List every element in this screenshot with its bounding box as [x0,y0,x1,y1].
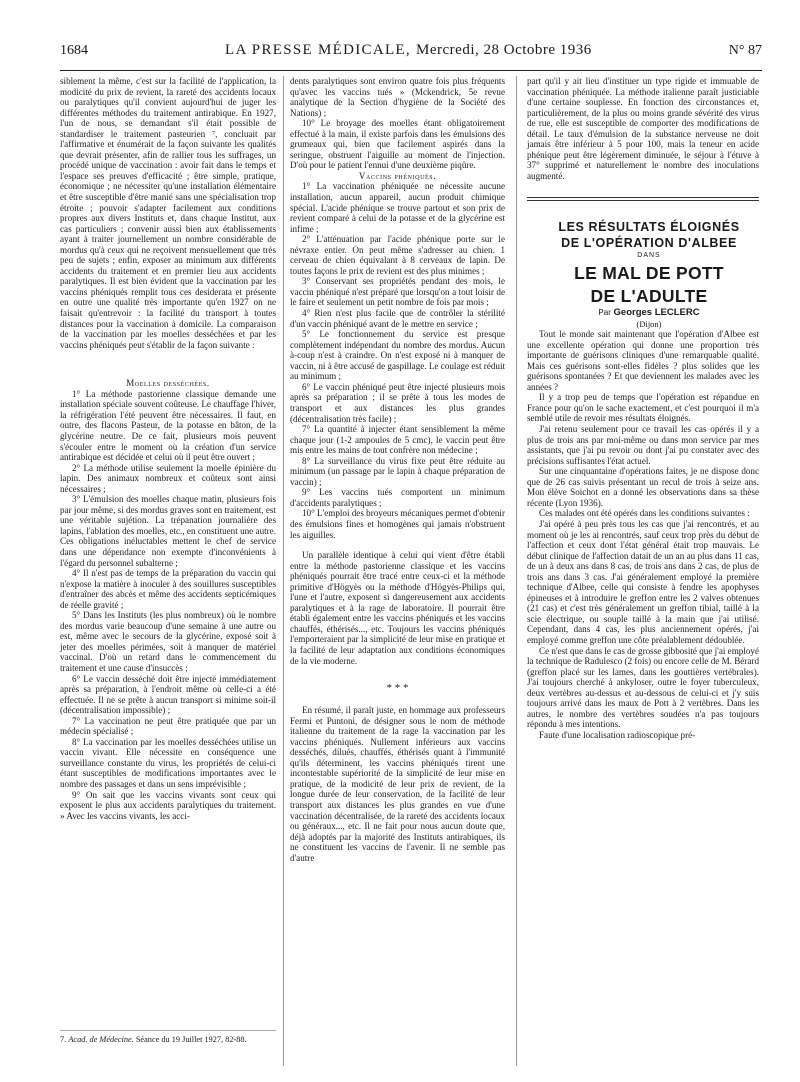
list-item: 6° Le vaccin desséché doit être injecté immédiatement après sa préparation, à l'endroit même où celle-ci a été effectuée. Il ne se prête à aucun transport si minime soit-il (décentralisation impossible) ; [60,673,276,716]
list-item: 4° Il n'est pas de temps de la préparation du vaccin qui n'expose la matière à inoculer à des souillures susceptibles d'entraîner des abcès et même des accidents septicémiques de réelle gravité ; [60,568,276,610]
article-byline [527,308,759,319]
column-1 [60,76,276,821]
list-item: 2° L'atténuation par l'acide phénique porte sur le névraxe entier. On peut même s'adresser au chien. 1 cerveau de chien équivalant à 8 cerveaux de lapin. De toutes façons le prix de revient est des plus minimes ; [290,234,505,276]
column-2 [290,76,505,863]
list-item: 7° La quantité à injecter étant sensiblement la même chaque jour (1-2 ampoules de 5 cmc), le vaccin peut être mis entre les mains de tout confrère non médecine ; [290,424,505,456]
column-divider [283,76,284,1066]
list-item: 9° Les vaccins tués comportent un minimum d'accidents paralytiques ; [290,487,505,508]
article-divider [527,197,759,201]
paragraph: Tout le monde sait maintenant que l'opération d'Albee est une excellente opération qui donne une proportion très importante de guérisons cliniques d'une remarquable qualité. Mais ces guérisons sont-elles fidèles ? plus solides que les guérisons spontanées ? Et que deviennent les malades avec les années ? [527,329,759,392]
list-item: 1° La vaccination phéniquée ne nécessite aucune installation, aucun appareil, aucun produit chimique spécial. L'acide phénique se trouve partout et son prix de revient comparé à celui de la potasse et de la glycérine est infime ; [290,181,505,234]
paragraph: part qu'il y ait lieu d'instituer un type rigide et immuable de vaccination phéniquée. La méthode italienne paraît justiciable d'une certaine souplesse. En fonction des circonstances et, particulièrement, de la plus ou moins grande sévérité des virus de rue, elle est susceptible de comporter des modifications de détail. Le taux d'émulsion de la substance nerveuse ne doit jamais être inférieur à 5 pour 100, mais la teneur en acide phénique peut être légèrement diminuée, le séjour à l'étuve à 37° supprimé et naturellement le nombre des inoculations augmenté. [527,76,759,181]
list-item: 7° La vaccination ne peut être pratiquée que par un médecin spécialisé ; [60,715,276,737]
column-divider [516,76,517,1066]
list-item: 3° Conservant ses propriétés pendant des mois, le vaccin phéniqué n'est préparé que lorsqu'on a tout loisir de le faire et seulement un petit nombre de fois par mois ; [290,276,505,308]
issue-date: Mercredi, 28 Octobre 1936 [416,42,592,58]
section-heading: Moelles desséchées. [126,378,210,389]
paragraph: Ce n'est que dans le cas de grosse gibbosité que j'ai employé la technique de Radulesco (2 fois) ou encore celle de M. Bérard (greffon placé sur les lames, dans les gouttières vertébrales). J'ai toujours cherché à ankyloser, outre le foyer tuberculeux, deux vertèbres au-dessus et au-dessous de celui-ci et j'y suis toujours arrivé dans les maux de Pott à 2 vertèbres. Dans les autres, le nombre des vertèbres soudées n'a pas toujours répondu à mes intentions. [527,645,759,730]
article-title-line: LES RÉSULTATS ÉLOIGNÉS [558,220,740,235]
journal-masthead [225,42,592,59]
paragraph: dents paralytiques sont environ quatre fois plus fréquents qu'avec les vaccins tués » (Mckendrick, 5e revue analytique de la Section d'hygiène de la Société des Nations) ; [290,76,505,118]
footnote [60,1030,276,1044]
list-item: 1° La méthode pastorienne classique demande une installation spéciale souvent coûteuse. Le chauffage l'hiver, la réfrigération l'été peuvent être nécessaires. Il faut, en outre, des flacons Pasteur, de la potasse en bâton, de la glycérine neutre. De ce fait, plusieurs mois peuvent s'écouler entre le moment où la création d'un service antirabique est décidée et celui où il peut être ouvert ; [60,388,276,463]
paragraph: Il y a trop peu de temps que l'opération est répandue en France pour qu'on le sache exactement, et c'est pourquoi il m'a semblé utile de revoir mes résultats éloignés. [527,392,759,424]
journal-title: LA PRESSE MÉDICALE, [224,42,411,58]
article-title-connector: DANS [637,252,661,260]
column-3 [527,76,759,740]
author-name: Georges LECLERC [613,307,700,319]
list-item: 3° L'émulsion des moelles chaque matin, plusieurs fois par jour même, si des mordus graves sont en traitement, est une véritable sujétion. La trépanation journalière des lapins, l'ablation des moelles, etc., en constituent une autre. Ces obligations inéluctables mettent le chef de service dans une dépendance non exempte d'inconvénients à l'égard du personnel subalterne ; [60,494,276,568]
list-item: 5° Le fonctionnement du service est presque complètement indépendant du nombre des mordus. Aucun à-coup n'est à craindre. On n'est exposé ni à manquer de vaccin, ni à être accusé de gaspillage. Le coulage est réduit au minimum ; [290,329,505,382]
list-item: 9° On sait que les vaccins vivants sont ceux qui exposent le plus aux accidents paralytiques du traitement. » Avec les vaccins vivants, les acci- [60,789,276,821]
paragraph: 10° Le broyage des moelles étant obligatoirement effectué à la main, il existe parfois dans les émulsions des grumeaux qui, bien que facilement aspirés dans la seringue, obstruent l'aiguille au moment de l'injection. D'où pour le patient l'ennui d'une deuxième piqûre. [290,118,505,171]
paragraph: Ces malades ont été opérés dans les conditions suivantes : [539,508,750,519]
list-item: 5° Dans les Instituts (les plus nombreux) où le nombre des mordus varie beaucoup d'une semaine à une autre ou est, même avec le secours de la glycérine, exposé soit à jeter des moelles périmées, soit à manquer de matériel vaccinal. D'où un retard dans le commencement du traitement et une cause d'insuccès ; [60,610,276,673]
paragraph: En résumé, il paraît juste, en hommage aux professeurs Fermi et Puntoni, de désigner sous le nom de méthode italienne du traitement de la rage la vaccination par les vaccins phéniqués. Nullement inférieurs aux vaccins desséchés, dilués, chauffés, éthérisés quant à l'immunité qu'ils déterminent, les vaccins phéniqués tirent une incontestable supériorité de la simplicité de leur mise en pratique, de la modicité de leur prix de revient, de la longue durée de leur conservation, de la facilité de leur transport aux distances les plus grandes en vue d'une vaccination décentralisée, de la rareté des accidents locaux ou généraux..., etc. Il ne fait pour nous aucun doute que, déjà adoptés par la majorité des Instituts antirabiques, ils ne constituent les vaccins de l'avenir. Il ne semble pas d'autre [290,705,505,863]
list-item: 10° L'emploi des broyeurs mécaniques permet d'obtenir des émulsions fines et homogènes qui jamais n'obstruent les aiguilles. [290,508,505,540]
section-heading: Vaccins phéniqués. [358,170,437,181]
byline-prefix: Par [598,308,611,318]
footnote-number: 7. [60,1035,67,1044]
list-item: 6° Le vaccin phéniqué peut être injecté plusieurs mois après sa préparation ; il se prête à tous les modes de transport et aux distances les plus grandes (décentralisation très facile) ; [290,381,505,424]
article-title-main: LE MAL DE POTT [574,263,724,284]
article-title-main: DE L'ADULTE [590,286,708,307]
paragraph: Sur une cinquantaine d'opérations faites, je ne dispose donc que de 26 cas suivis présentant un recul de trois à seize ans. Mon élève Soichot en a donné les observations dans sa thèse récente (Lyon 1936). [527,466,759,508]
paragraph: Faute d'une localisation radioscopique pré- [539,729,696,740]
paragraph: siblement la même, c'est sur la facilité de l'application, la modicité du prix de revient, la rareté des accidents locaux ou paralytiques qu'il convient aujourd'hui de juger les différentes méthodes du traitement antirabique. En 1927, l'un de nous, se demandant s'il était possible de standardiser le traitement pasteurien ⁷, concluait par l'affirmative et énumérait de la façon suivante les qualités que devrait présenter, afin de rallier tous les suffrages, un procédé unique de vaccination : avoir fait dans le temps et l'espace ses preuves d'efficacité ; être simple, pratique, économique ; ne nécessiter qu'une installation élémentaire et être susceptible d'être manié sans une spécialisation trop étroite ; pouvoir s'adapter facilement aux conditions propres aux divers Instituts et, dans chaque Institut, aux cas particuliers ; convenir aussi bien aux établissements ayant à traiter journellement un nombre considérable de mordus qu'à ceux qui ne reçoivent mensuellement que très peu de sujets ; enfin, exposer au minimum aux différents accidents du traitement et en premier lieu aux accidents paralytiques. Il est bien évident que la vaccination par les vaccins phéniqués remplit tous ces desiderata et présente en outre une qualité très importante qu'en 1927 on ne faisait qu'entrevoir : la facilité du transport à toutes distances pour la vaccination à domicile. La comparaison de la vaccination par les moelles desséchées et par les vaccins phéniqués peut s'établir de la façon suivante : [60,76,276,350]
author-location: (Dijon) [636,318,662,329]
page-header [60,42,762,71]
paragraph: J'ai opéré à peu près tous les cas que j'ai rencontrés, et au moment où je les ai rencontrés, sauf ceux trop près du début de l'affection et ceux dont l'état général était trop mauvais. Le début clinique de l'affection datait de un an au plus dans 11 cas, de un à deux ans dans 8 cas, de trois ans dans 2 cas, de plus de trois ans dans 3 cas. J'ai généralement employé la première technique d'Albee, celle qui consiste à fendre les apophyses épineuses et à introduire le greffon entre les 2 valves obtenues (21 cas) et c'est très généralement un greffon tibial, taillé à la scie électrique, ou souple taillé à la main que j'ai utilisé. Cependant, dans 4 cas, les plus anciennement opérés, j'ai employé comme greffon une côte préalablement dédoublée. [527,518,759,645]
paragraph: Un parallèle identique à celui qui vient d'être établi entre la méthode pastorienne classique et les vaccins phéniqués pourrait être tracé entre ceux-ci et la méthode primitive d'Högyès ou la méthode d'Högyès-Philips qui, l'une et l'autre, exposent si dangereusement aux accidents paralytiques et à la rage de laboratoire. Il pourrait être établi également entre les vaccins phéniqués et les vaccins chauffés, éthérisés..., etc. Toujours les vaccins phéniqués l'emporteraient par la simplicité de leur mise en pratique et la facilité de leur adaptation aux conditions économiques de la vie moderne. [290,550,505,666]
list-item: 8° La vaccination par les moelles desséchées utilise un vaccin vivant. Elle nécessite en conséquence une surveillance constante du virus, les propriétés de celui-ci étant susceptibles de modifications importantes avec le nombre des passages et dans un sens imprévisible ; [60,736,276,789]
footnote-source: Acad. de Médecine. [68,1035,134,1044]
list-item: 8° La surveillance du virus fixe peut être réduite au minimum (un passage par le lapin à chaque préparation de vaccin) ; [290,455,505,487]
list-item: 4° Rien n'est plus facile que de contrôler la stérilité d'un vaccin phéniqué avant de le mettre en service ; [290,308,505,329]
paragraph: J'ai retenu seulement pour ce travail les cas opérés il y a plus de trois ans par moi-même ou dans mon service par mes assistants, que j'ai pu revoir ou dont j'ai pu constater avec des précisions suffisantes l'état actuel. [527,424,759,466]
section-separator: * * * [386,682,409,695]
issue-number: N° 87 [728,43,762,58]
article-title-line: DE L'OPÉRATION D'ALBEE [561,236,737,251]
footnote-text: Séance du 19 Juillet 1927, 82-88. [135,1035,247,1044]
page-number: 1684 [60,43,88,58]
list-item: 2° La méthode utilise seulement la moelle épinière du lapin. Des animaux nombreux et coûteux sont ainsi nécessaires ; [60,462,276,494]
